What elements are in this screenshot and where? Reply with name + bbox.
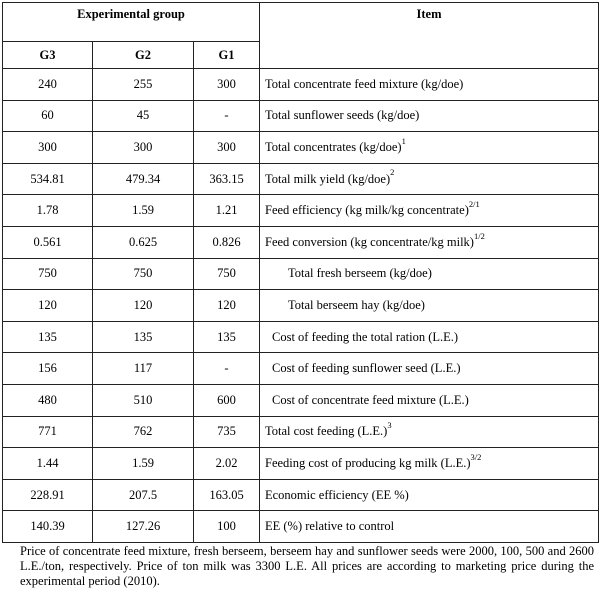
g3-cell: 300 <box>3 132 93 164</box>
table-row <box>3 195 599 227</box>
item-label: Total sunflower seeds (kg/doe) <box>265 108 420 123</box>
footnote-marker: 2/1 <box>468 199 480 210</box>
item-cell <box>260 132 599 164</box>
g1-cell: 300 <box>194 132 260 164</box>
g3-cell: 480 <box>3 384 93 416</box>
footnote-marker: 1/2 <box>473 230 485 241</box>
item-label: Total milk yield (kg/doe) <box>265 171 391 186</box>
g1-cell: - <box>194 353 260 385</box>
g3-cell: 240 <box>3 69 93 101</box>
table-row <box>3 132 599 164</box>
item-label: Cost of concentrate feed mixture (L.E.) <box>272 392 469 407</box>
g2-cell: 1.59 <box>93 448 194 480</box>
g3-cell: 228.91 <box>3 479 93 511</box>
table-row <box>3 416 599 448</box>
g1-cell: 750 <box>194 258 260 290</box>
g1-cell: 363.15 <box>194 163 260 195</box>
table-row <box>3 100 599 132</box>
table-row <box>3 321 599 353</box>
g3-cell: 0.561 <box>3 226 93 258</box>
item-label: Total fresh berseem (kg/doe) <box>288 266 432 281</box>
item-cell <box>260 416 599 448</box>
g3-cell: 771 <box>3 416 93 448</box>
footnote-marker: 3 <box>387 420 392 431</box>
item-label: Total berseem hay (kg/doe) <box>288 297 425 312</box>
g3-cell: 750 <box>3 258 93 290</box>
g1-cell: 100 <box>194 511 260 543</box>
g2-cell: 207.5 <box>93 479 194 511</box>
g2-cell: 510 <box>93 384 194 416</box>
g1-cell: 163.05 <box>194 479 260 511</box>
item-cell <box>260 163 599 195</box>
experimental-group-header: Experimental group <box>3 3 260 42</box>
item-header: Item <box>260 3 599 69</box>
table-row <box>3 384 599 416</box>
group-header-g2: G2 <box>93 42 194 69</box>
g1-cell: - <box>194 100 260 132</box>
item-cell <box>260 195 599 227</box>
g2-cell: 750 <box>93 258 194 290</box>
item-label: Total concentrate feed mixture (kg/doe) <box>265 76 464 91</box>
table-row <box>3 511 599 543</box>
g2-cell: 1.59 <box>93 195 194 227</box>
group-header-g1: G1 <box>194 42 260 69</box>
item-label: Economic efficiency (EE %) <box>265 487 409 502</box>
g3-cell: 135 <box>3 321 93 353</box>
item-cell <box>260 353 599 385</box>
g2-cell: 120 <box>93 290 194 322</box>
footnote-marker: 2 <box>390 167 395 178</box>
g1-cell: 120 <box>194 290 260 322</box>
item-cell <box>260 100 599 132</box>
g1-cell: 135 <box>194 321 260 353</box>
g2-cell: 127.26 <box>93 511 194 543</box>
item-cell <box>260 226 599 258</box>
g3-cell: 60 <box>3 100 93 132</box>
g3-cell: 1.78 <box>3 195 93 227</box>
table-row <box>3 69 599 101</box>
g1-cell: 0.826 <box>194 226 260 258</box>
item-cell <box>260 69 599 101</box>
g3-cell: 140.39 <box>3 511 93 543</box>
table-row <box>3 479 599 511</box>
table-row <box>3 258 599 290</box>
item-label: Feeding cost of producing kg milk (L.E.) <box>265 455 471 470</box>
item-cell <box>260 479 599 511</box>
item-label: EE (%) relative to control <box>265 519 395 534</box>
g2-cell: 479.34 <box>93 163 194 195</box>
g2-cell: 762 <box>93 416 194 448</box>
g1-cell: 300 <box>194 69 260 101</box>
item-cell <box>260 384 599 416</box>
item-label: Total concentrates (kg/doe) <box>265 139 402 154</box>
item-cell <box>260 290 599 322</box>
g2-cell: 45 <box>93 100 194 132</box>
feeding-economics-table <box>2 2 599 543</box>
item-cell <box>260 258 599 290</box>
g2-cell: 135 <box>93 321 194 353</box>
g1-cell: 2.02 <box>194 448 260 480</box>
g1-cell: 1.21 <box>194 195 260 227</box>
g3-cell: 534.81 <box>3 163 93 195</box>
g1-cell: 735 <box>194 416 260 448</box>
g2-cell: 117 <box>93 353 194 385</box>
item-cell <box>260 448 599 480</box>
item-label: Cost of feeding sunflower seed (L.E.) <box>272 361 461 376</box>
item-cell <box>260 321 599 353</box>
item-label: Total cost feeding (L.E.) <box>265 424 388 439</box>
item-label: Feed conversion (kg concentrate/kg milk) <box>265 234 474 249</box>
table-footnote: Price of concentrate feed mixture, fresh berseem, berseem hay and sunflower seeds were 2000, 100, 500 and 2600 L.E./ton, respectively. Price of ton milk was 3300 L.E. All prices are according to marketing price during the experimental period (2010). <box>20 544 594 588</box>
g2-cell: 0.625 <box>93 226 194 258</box>
item-label: Cost of feeding the total ration (L.E.) <box>272 329 459 344</box>
item-label: Feed efficiency (kg milk/kg concentrate) <box>265 203 469 218</box>
table-row <box>3 163 599 195</box>
group-header-g3: G3 <box>3 42 93 69</box>
table-row <box>3 226 599 258</box>
g3-cell: 120 <box>3 290 93 322</box>
footnote-marker: 1 <box>401 135 406 146</box>
table-row <box>3 290 599 322</box>
g1-cell: 600 <box>194 384 260 416</box>
table-row <box>3 353 599 385</box>
item-cell <box>260 511 599 543</box>
g2-cell: 255 <box>93 69 194 101</box>
g3-cell: 1.44 <box>3 448 93 480</box>
g3-cell: 156 <box>3 353 93 385</box>
table-row <box>3 448 599 480</box>
footnote-marker: 3/2 <box>470 451 482 462</box>
g2-cell: 300 <box>93 132 194 164</box>
